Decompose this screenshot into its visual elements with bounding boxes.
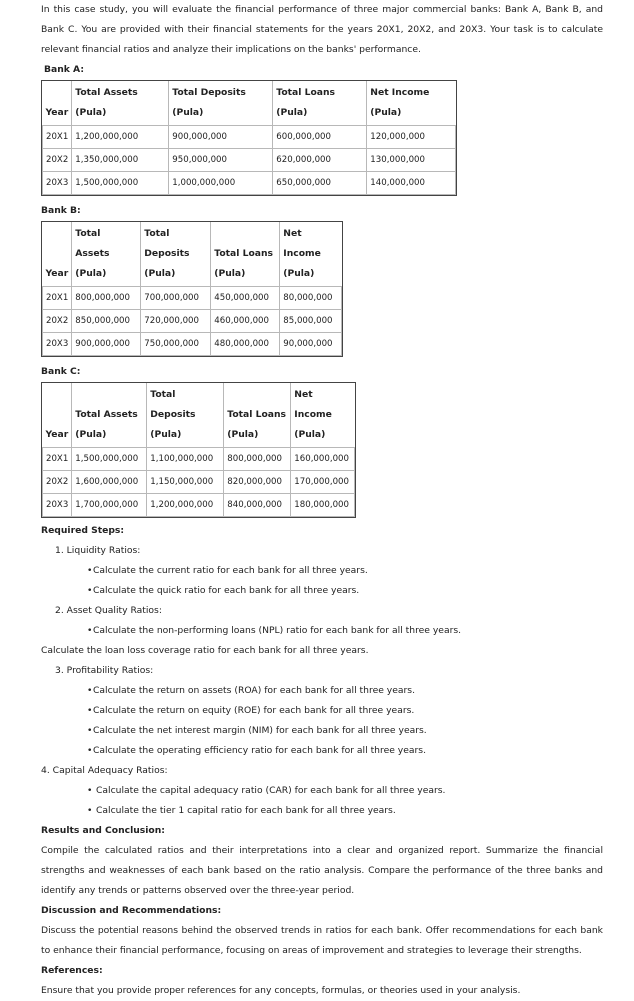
table-cell: 1,700,000,000 (72, 494, 147, 517)
bullet-icon: • (87, 585, 93, 596)
header-cell: Total Loans (Pula) (273, 81, 367, 126)
table-cell: 650,000,000 (273, 172, 367, 195)
table-cell: 20X3 (43, 333, 72, 356)
intro-paragraph: In this case study, you will evaluate the financial performance of three major commercial banks: Bank A, Bank B, and Bank C. You are provided with their financial statements for the years 20X1, 20X2, and 20X3. Your task is to calculate relevant financial ratios and analyze their implications on the banks' performance. (41, 4, 603, 55)
bullet-icon: • (87, 725, 93, 736)
discussion-heading: Discussion and Recommendations: (41, 905, 222, 916)
table-cell: 85,000,000 (280, 310, 342, 333)
header-cell: Total Deposits (Pula) (147, 383, 224, 448)
table-cell: 850,000,000 (72, 310, 141, 333)
header-cell: Net Income (Pula) (367, 81, 456, 126)
table-cell: 700,000,000 (141, 287, 211, 310)
list-item: •Calculate the return on equity (ROE) for each bank for all three years. (41, 701, 603, 721)
table-row (43, 333, 342, 356)
table-cell: 130,000,000 (367, 149, 456, 172)
header-cell: Year (45, 107, 69, 118)
table-row (43, 448, 355, 471)
table-cell: 1,500,000,000 (72, 448, 147, 471)
bullet-icon: • (87, 565, 93, 576)
bullet-icon: • (87, 745, 93, 756)
table-row (43, 471, 355, 494)
header-cell: Year (45, 429, 69, 440)
bank-c-table (41, 382, 356, 518)
header-cell: Total Assets (Pula) (72, 383, 147, 448)
table-cell: 80,000,000 (280, 287, 342, 310)
table-cell: 160,000,000 (291, 448, 355, 471)
table-cell: 20X1 (43, 448, 72, 471)
bullet-icon: • (87, 705, 93, 716)
table-cell: 800,000,000 (224, 448, 291, 471)
list-item: • Calculate the tier 1 capital ratio for each bank for all three years. (41, 801, 603, 821)
table-cell: 900,000,000 (169, 126, 273, 149)
table-cell: 20X1 (43, 287, 72, 310)
profitability-heading: 3. Profitability Ratios: (55, 665, 154, 676)
header-cell: Total Deposits (Pula) (169, 81, 273, 126)
header-cell: Total Loans (Pula) (211, 222, 280, 287)
table-cell: 20X2 (43, 149, 72, 172)
list-item: •Calculate the operating efficiency ratio for each bank for all three years. (41, 741, 603, 761)
header-cell: Year (45, 268, 69, 279)
header-cell: Total Assets (Pula) (72, 222, 141, 287)
list-item: • Calculate the capital adequacy ratio (CAR) for each bank for all three years. (41, 781, 603, 801)
bullet-icon: • (87, 805, 93, 816)
table-cell: 180,000,000 (291, 494, 355, 517)
table-cell: 1,000,000,000 (169, 172, 273, 195)
table-cell: 750,000,000 (141, 333, 211, 356)
table-cell: 20X2 (43, 310, 72, 333)
table-cell: 140,000,000 (367, 172, 456, 195)
list-item: Calculate the loan loss coverage ratio for each bank for all three years. (41, 645, 369, 656)
table-cell: 450,000,000 (211, 287, 280, 310)
table-cell: 1,200,000,000 (147, 494, 224, 517)
table-cell: 950,000,000 (169, 149, 273, 172)
table-row (43, 287, 342, 310)
list-item: •Calculate the current ratio for each bank for all three years. (41, 561, 603, 581)
discussion-body: Discuss the potential reasons behind the observed trends in ratios for each bank. Offer recommendations for each bank to enhance their financial performance, focusing on areas of improvement and strategies to leverage their strengths. (41, 925, 603, 956)
table-cell: 1,100,000,000 (147, 448, 224, 471)
bank-a-label: Bank A: (44, 64, 85, 75)
header-cell: Net Income (Pula) (291, 383, 355, 448)
table-cell: 1,500,000,000 (72, 172, 169, 195)
table-cell: 900,000,000 (72, 333, 141, 356)
results-body: Compile the calculated ratios and their interpretations into a clear and organized report. Summarize the financial strengths and weaknesses of each bank based on the ratio analysis. Compare the performance of the three banks and identify any trends or patterns observed over the three-year period. (41, 845, 603, 896)
table-cell: 20X1 (43, 126, 72, 149)
liquidity-heading: 1. Liquidity Ratios: (55, 545, 141, 556)
bank-b-table (41, 221, 343, 357)
table-cell: 840,000,000 (224, 494, 291, 517)
results-heading: Results and Conclusion: (41, 825, 165, 836)
table-cell: 720,000,000 (141, 310, 211, 333)
header-cell: Net Income (Pula) (280, 222, 342, 287)
table-row (43, 494, 355, 517)
table-cell: 1,200,000,000 (72, 126, 169, 149)
table-cell: 620,000,000 (273, 149, 367, 172)
table-cell: 20X3 (43, 172, 72, 195)
table-cell: 460,000,000 (211, 310, 280, 333)
table-cell: 820,000,000 (224, 471, 291, 494)
table-cell: 90,000,000 (280, 333, 342, 356)
document-page (41, 0, 603, 1001)
bullet-icon: • (87, 785, 93, 796)
list-item: •Calculate the net interest margin (NIM) for each bank for all three years. (41, 721, 603, 741)
table-cell: 800,000,000 (72, 287, 141, 310)
table-cell: 120,000,000 (367, 126, 456, 149)
header-cell: Total Assets (Pula) (72, 81, 169, 126)
list-item: •Calculate the non-performing loans (NPL) ratio for each bank for all three years. (41, 621, 603, 641)
references-heading: References: (41, 965, 103, 976)
table-row (43, 149, 456, 172)
table-cell: 20X3 (43, 494, 72, 517)
bank-b-label: Bank B: (41, 205, 81, 216)
references-body: Ensure that you provide proper references for any concepts, formulas, or theories used in your analysis. (41, 985, 521, 996)
table-row (43, 126, 456, 149)
table-cell: 1,150,000,000 (147, 471, 224, 494)
table-cell: 20X2 (43, 471, 72, 494)
list-item: •Calculate the return on assets (ROA) for each bank for all three years. (41, 681, 603, 701)
bullet-icon: • (87, 625, 93, 636)
table-row (43, 172, 456, 195)
header-cell: Total Loans (Pula) (224, 383, 291, 448)
list-item: •Calculate the quick ratio for each bank for all three years. (41, 581, 603, 601)
header-cell: Total Deposits (Pula) (141, 222, 211, 287)
capital-adequacy-heading: 4. Capital Adequacy Ratios: (41, 765, 168, 776)
bullet-icon: • (87, 685, 93, 696)
table-row (43, 310, 342, 333)
table-cell: 1,350,000,000 (72, 149, 169, 172)
asset-quality-heading: 2. Asset Quality Ratios: (55, 605, 162, 616)
bank-c-label: Bank C: (41, 366, 81, 377)
table-cell: 600,000,000 (273, 126, 367, 149)
table-cell: 170,000,000 (291, 471, 355, 494)
bank-a-table (41, 80, 457, 196)
required-steps-heading: Required Steps: (41, 525, 125, 536)
table-cell: 1,600,000,000 (72, 471, 147, 494)
table-cell: 480,000,000 (211, 333, 280, 356)
